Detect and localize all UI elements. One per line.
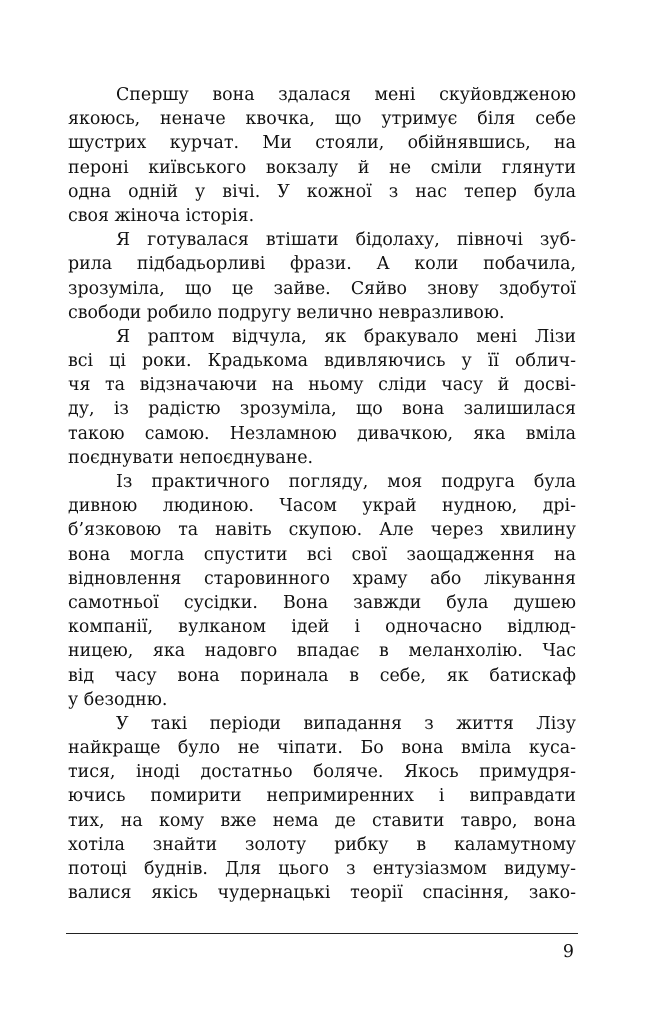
text-line: відновлення старовинного храму або лікування: [68, 568, 576, 589]
text-line: хотіла знайти золоту рибку в каламутному: [68, 834, 576, 855]
footer-divider: [66, 933, 578, 934]
page-number: 9: [562, 942, 574, 962]
text-line: вона могла спустити всі свої заощадження на: [68, 544, 576, 565]
text-line: найкраще було не чіпати. Бо вона вміла куса-: [68, 738, 576, 759]
body-text: [68, 83, 576, 905]
text-line: компанії, вулканом ідей і одночасно відлюд-: [68, 617, 576, 638]
text-line: поєднувати непоєднуване.: [68, 447, 314, 468]
text-line: свободи робило подругу велично невразливою.: [68, 302, 505, 323]
text-line: ницею, яка надовго впадає в меланхолію. Час: [68, 641, 576, 662]
text-line: всі ці роки. Крадькома вдивляючись у її облич-: [68, 351, 576, 372]
text-line: Спершу вона здалася мені скуйовдженою: [116, 85, 576, 105]
text-line: самотньої сусідки. Вона завжди була душею: [68, 592, 576, 613]
text-line: Я готувалася втішати бідолаху, півночі зуб-: [116, 230, 576, 251]
text-line: від часу вона поринала в себе, як батискаф: [68, 665, 576, 686]
text-line: ючись помирити непримиренних і виправдати: [68, 786, 576, 807]
text-line: у безодню.: [68, 689, 168, 710]
text-line: чя та відзначаючи на ньому сліди часу й досві-: [68, 375, 576, 396]
text-line: потоці буднів. Для цього з ентузіазмом видуму-: [68, 859, 576, 879]
text-line: пероні київського вокзалу й не сміли глянути: [68, 157, 576, 178]
text-line: своя жіноча історія.: [68, 205, 255, 226]
text-line: одна одній у вічі. У кожної з нас тепер була: [68, 181, 576, 202]
text-line: рила підбадьорливі фрази. А коли побачила,: [68, 254, 576, 275]
text-line: якоюсь, неначе квочка, що утримує біля себе: [68, 109, 576, 130]
text-line: валися якісь чудернацькі теорії спасіння, зако-: [68, 883, 576, 904]
text-line: Я раптом відчула, як бракувало мені Лізи: [116, 326, 576, 347]
text-line: У такі періоди випадання з життя Лізу: [116, 713, 576, 734]
text-line: зрозуміла, що це зайве. Сяйво знову здобутої: [68, 278, 576, 299]
text-line: ду, із радістю зрозуміла, що вона залишилася: [68, 399, 576, 420]
text-line: тися, іноді достатньо боляче. Якось примудря-: [68, 762, 576, 783]
text-line: шустрих курчат. Ми стояли, обійнявшись, на: [68, 133, 576, 154]
text-line: тих, на кому вже нема де ставити тавро, вона: [68, 810, 576, 831]
text-line: дивною людиною. Часом украй нудною, дрі-: [68, 496, 576, 517]
text-line: б’язковою та навіть скупою. Але через хвилину: [68, 520, 576, 541]
text-line: такою самою. Незламною дивачкою, яка вміла: [68, 423, 576, 444]
text-line: Із практичного погляду, моя подруга була: [116, 472, 576, 492]
